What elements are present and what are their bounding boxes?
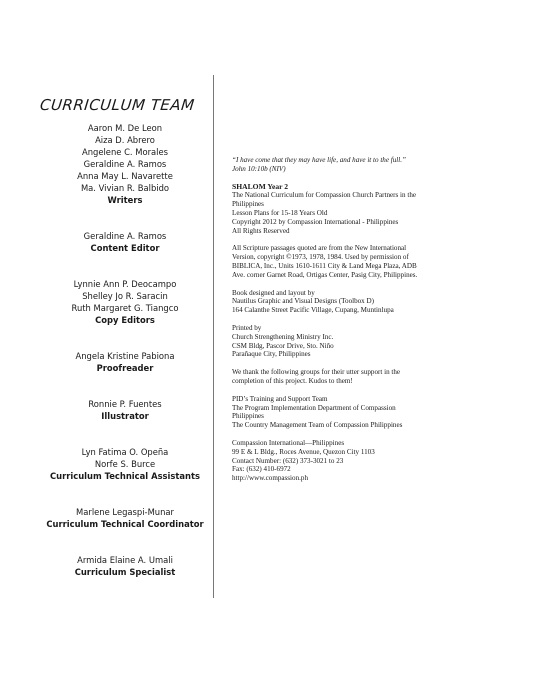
role-label: Curriculum Technical Coordinator (46, 519, 204, 529)
member-name: Ruth Margaret G. Tiangco (71, 303, 179, 313)
team-group (40, 350, 210, 374)
contact-line: Compassion International—Philippines (232, 438, 345, 447)
team-group (40, 398, 210, 422)
role-label: Illustrator (101, 411, 149, 421)
member-name: Shelley Jo R. Saracin (82, 291, 168, 301)
member-name: Geraldine A. Ramos (83, 231, 167, 241)
member-name: Angela Kristine Pabiona (75, 351, 175, 361)
contact-line: Fax: (632) 410-6972 (232, 465, 291, 474)
team-group (40, 506, 210, 530)
role-label: Copy Editors (95, 315, 155, 325)
member-name: Geraldine A. Ramos (83, 159, 167, 169)
member-name: Angelene C. Morales (81, 147, 169, 157)
team-group (40, 122, 210, 206)
scripture-line: Ave. corner Garnet Road, Ortigas Center, Pasig City, Philippines. (232, 270, 418, 279)
contact-block (232, 439, 522, 483)
curriculum-team-column (40, 96, 210, 602)
publication-line: Philippines (232, 200, 264, 209)
team-group (40, 446, 210, 482)
printed-line: Parañaque City, Philippines (232, 350, 311, 359)
member-name: Lyn Fatima O. Opeña (81, 447, 169, 457)
member-name: Armida Elaine A. Umali (77, 555, 173, 565)
thanks-block (232, 368, 522, 386)
team-group (40, 278, 210, 326)
printed-line: Church Strengthening Ministry Inc. (232, 332, 334, 341)
team-line: The Country Management Team of Compassion Philippines (232, 421, 403, 430)
quote-block (232, 156, 522, 174)
member-name: Anna May L. Navarette (77, 171, 173, 181)
design-block (232, 289, 522, 315)
vertical-divider (213, 75, 214, 598)
thanks-line: We thank the following groups for their utter support in the (232, 368, 401, 377)
team-line: PID’s Training and Support Team (232, 394, 328, 403)
printed-block (232, 324, 522, 359)
quote-reference: John 10:10b (NIV) (232, 164, 286, 173)
team-group (40, 230, 210, 254)
scripture-line: Version, copyright ©1973, 1978, 1984. Used by permission of (232, 253, 409, 262)
member-name: Aiza D. Abrero (95, 135, 155, 145)
publication-line: The National Curriculum for Compassion Church Partners in the (232, 191, 417, 200)
contact-line: http://www.compassion.ph (232, 474, 308, 483)
member-name: Ronnie P. Fuentes (88, 399, 162, 409)
scripture-line: All Scripture passages quoted are from the New International (232, 244, 407, 253)
member-name: Ma. Vivian R. Balbido (80, 183, 170, 193)
publication-title: SHALOM Year 2 (232, 181, 289, 191)
publication-block (232, 183, 522, 236)
contact-line: Contact Number: (632) 373-3021 to 23 (232, 456, 344, 465)
design-line: 164 Calanthe Street Pacific Village, Cupang, Muntinlupa (232, 306, 394, 315)
team-groups (40, 122, 210, 578)
role-label: Curriculum Technical Assistants (50, 471, 200, 481)
member-name: Lynnie Ann P. Deocampo (73, 279, 177, 289)
design-line: Book designed and layout by (232, 288, 315, 297)
member-name: Aaron M. De Leon (87, 123, 163, 133)
section-title: CURRICULUM TEAM (39, 96, 196, 114)
role-label: Content Editor (90, 243, 160, 253)
team-group (40, 554, 210, 578)
publication-line: Copyright 2012 by Compassion International - Philippines (232, 217, 399, 226)
publication-line: All Rights Reserved (232, 226, 290, 235)
member-name: Norfe S. Burce (94, 459, 156, 469)
role-label: Writers (107, 195, 143, 205)
role-label: Curriculum Specialist (74, 567, 176, 577)
publication-info-column (232, 156, 522, 492)
contact-line: 99 E & L Bldg., Roces Avenue, Quezon City 1103 (232, 447, 375, 456)
team-line: Philippines (232, 412, 264, 421)
member-name: Marlene Legaspi-Munar (76, 507, 174, 517)
role-label: Proofreader (96, 363, 154, 373)
publication-line: Lesson Plans for 15-18 Years Old (232, 208, 328, 217)
printed-line: CSM Bldg, Pascor Drive, Sto. Niño (232, 341, 334, 350)
thanks-line: completion of this project. Kudos to them! (232, 376, 353, 385)
printed-line: Printed by (232, 323, 262, 332)
teams-block (232, 395, 522, 430)
scripture-block (232, 244, 522, 279)
team-line: The Program Implementation Department of Compassion (232, 403, 396, 412)
scripture-line: BIBLICA, Inc., Units 1610-1611 City & Land Mega Plaza, ADB (232, 261, 417, 270)
design-line: Nautilus Graphic and Visual Designs (Toolbox D) (232, 297, 374, 306)
quote-text: “I have come that they may have life, and have it to the full.” (232, 156, 406, 164)
